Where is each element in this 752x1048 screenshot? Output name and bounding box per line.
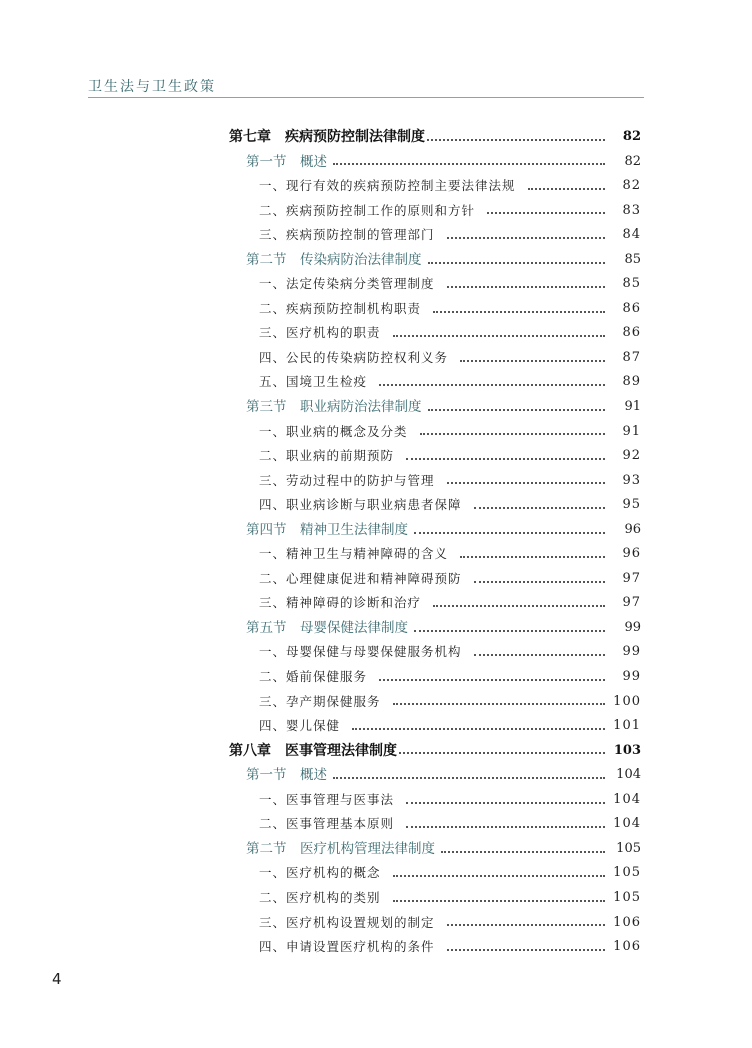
dot-leader: [406, 825, 605, 828]
toc-entry-title: 第八章 医事管理法律制度: [229, 742, 397, 759]
dot-leader: [433, 310, 605, 313]
toc-page-number: 101: [613, 718, 641, 734]
toc-entry-title: 三、劳动过程中的防护与管理: [259, 472, 435, 488]
toc-item[interactable]: [0, 886, 752, 911]
toc-section[interactable]: [0, 150, 752, 175]
running-head: 卫生法与卫生政策: [88, 79, 216, 95]
toc-entry-title: 三、医疗机构的职责: [259, 325, 381, 341]
toc-entry-title: 二、心理健康促进和精神障碍预防: [259, 570, 462, 586]
toc-entry-title: 四、申请设置医疗机构的条件: [259, 939, 435, 955]
dot-leader: [393, 874, 605, 877]
toc-item[interactable]: [0, 861, 752, 886]
toc-entry-title: 第二节 医疗机构管理法律制度: [246, 840, 435, 857]
toc-entry-title: 三、医疗机构设置规划的制定: [259, 914, 435, 930]
dot-leader: [379, 383, 605, 386]
dot-leader: [487, 211, 605, 214]
dot-leader: [399, 751, 605, 754]
toc-entry-title: 一、医疗机构的概念: [259, 865, 381, 881]
toc-chapter[interactable]: [0, 739, 752, 764]
toc-section[interactable]: [0, 616, 752, 641]
toc-item[interactable]: [0, 370, 752, 395]
toc-entry-title: 三、疾病预防控制的管理部门: [259, 227, 435, 243]
toc-item[interactable]: [0, 444, 752, 469]
toc-entry-title: 三、精神障碍的诊断和治疗: [259, 595, 422, 611]
toc-page-number: 85: [624, 251, 641, 267]
toc-entry-title: 二、医疗机构的类别: [259, 889, 381, 905]
toc-page-number: 87: [622, 349, 641, 365]
toc-page-number: 106: [613, 914, 641, 930]
toc-page-number: 91: [624, 399, 641, 415]
toc-page-number: 82: [624, 153, 641, 169]
toc-entry-title: 二、疾病预防控制机构职责: [259, 300, 422, 316]
toc-page-number: 97: [622, 570, 641, 586]
toc-entry-title: 一、母婴保健与母婴保健服务机构: [259, 644, 462, 660]
header-rule: [88, 97, 644, 98]
toc-item[interactable]: [0, 297, 752, 322]
toc-item[interactable]: [0, 346, 752, 371]
toc-page-number: 99: [622, 644, 641, 660]
dot-leader: [441, 850, 605, 853]
toc-page-number: 104: [613, 816, 641, 832]
toc-page-number: 84: [622, 227, 641, 243]
dot-leader: [447, 285, 605, 288]
toc-item[interactable]: [0, 174, 752, 199]
toc-page-number: 86: [622, 300, 641, 316]
dot-leader: [406, 457, 605, 460]
toc-entry-title: 四、职业病诊断与职业病患者保障: [259, 497, 462, 513]
dot-leader: [474, 653, 605, 656]
toc-item[interactable]: [0, 420, 752, 445]
toc-entry-title: 一、医事管理与医事法: [259, 791, 395, 807]
toc-section[interactable]: [0, 248, 752, 273]
toc-item[interactable]: [0, 812, 752, 837]
dot-leader: [379, 678, 605, 681]
toc-page-number: 105: [613, 889, 641, 905]
toc-item[interactable]: [0, 640, 752, 665]
toc-page-number: 86: [622, 325, 641, 341]
toc-item[interactable]: [0, 690, 752, 715]
toc-item[interactable]: [0, 223, 752, 248]
toc-page-number: 105: [616, 840, 641, 856]
toc-entry-title: 第七章 疾病预防控制法律制度: [229, 129, 425, 145]
toc-item[interactable]: [0, 935, 752, 960]
toc-entry-title: 二、医事管理基本原则: [259, 816, 395, 832]
toc-item[interactable]: [0, 493, 752, 518]
toc-section[interactable]: [0, 518, 752, 543]
toc-item[interactable]: [0, 567, 752, 592]
table-of-contents: [0, 125, 752, 960]
dot-leader: [406, 801, 605, 804]
toc-page-number: 103: [613, 742, 641, 758]
toc-page-number: 95: [622, 497, 641, 513]
toc-item[interactable]: [0, 591, 752, 616]
dot-leader: [393, 334, 605, 337]
toc-page-number: 97: [622, 595, 641, 611]
toc-entry-title: 第二节 传染病防治法律制度: [246, 251, 422, 268]
toc-entry-title: 第一节 概述: [246, 153, 327, 170]
toc-chapter[interactable]: [0, 125, 752, 150]
toc-page-number: 105: [613, 865, 641, 881]
toc-entry-title: 二、疾病预防控制工作的原则和方针: [259, 202, 476, 218]
toc-entry-title: 第三节 职业病防治法律制度: [246, 399, 422, 416]
toc-entry-title: 第四节 精神卫生法律制度: [246, 521, 408, 538]
toc-entry-title: 第一节 概述: [246, 767, 327, 784]
toc-page-number: 99: [622, 669, 641, 685]
toc-entry-title: 一、职业病的概念及分类: [259, 423, 408, 439]
toc-section[interactable]: [0, 837, 752, 862]
dot-leader: [333, 162, 605, 165]
toc-section[interactable]: [0, 763, 752, 788]
toc-item[interactable]: [0, 714, 752, 739]
toc-page-number: 106: [613, 939, 641, 955]
toc-entry-title: 一、法定传染病分类管理制度: [259, 276, 435, 292]
toc-item[interactable]: [0, 911, 752, 936]
dot-leader: [433, 604, 605, 607]
dot-leader: [447, 481, 605, 484]
toc-page-number: 96: [622, 546, 641, 562]
toc-page-number: 83: [622, 202, 641, 218]
toc-entry-title: 四、公民的传染病防控权利义务: [259, 349, 449, 365]
toc-entry-title: 二、婚前保健服务: [259, 669, 368, 685]
toc-item[interactable]: [0, 469, 752, 494]
dot-leader: [352, 727, 605, 730]
toc-page-number: 104: [613, 791, 641, 807]
dot-leader: [447, 923, 605, 926]
dot-leader: [428, 261, 606, 264]
dot-leader: [428, 408, 606, 411]
dot-leader: [474, 580, 605, 583]
toc-section[interactable]: [0, 395, 752, 420]
toc-page-number: 92: [622, 448, 641, 464]
toc-item[interactable]: [0, 321, 752, 346]
dot-leader: [427, 138, 605, 141]
toc-item[interactable]: [0, 542, 752, 567]
dot-leader: [474, 506, 605, 509]
toc-page-number: 85: [622, 276, 641, 292]
toc-item[interactable]: [0, 272, 752, 297]
toc-entry-title: 一、现行有效的疾病预防控制主要法律法规: [259, 178, 516, 194]
toc-entry-title: 五、国境卫生检疫: [259, 374, 368, 390]
toc-page-number: 93: [622, 472, 641, 488]
toc-page-number: 89: [622, 374, 641, 390]
dot-leader: [528, 187, 605, 190]
toc-page-number: 99: [624, 619, 641, 635]
dot-leader: [460, 555, 605, 558]
toc-page-number: 82: [622, 178, 641, 194]
toc-item[interactable]: [0, 665, 752, 690]
dot-leader: [393, 702, 605, 705]
toc-page-number: 91: [622, 423, 641, 439]
toc-entry-title: 四、婴儿保健: [259, 718, 341, 734]
toc-page-number: 104: [616, 767, 641, 783]
toc-page-number: 100: [613, 693, 641, 709]
toc-item[interactable]: [0, 788, 752, 813]
dot-leader: [393, 899, 605, 902]
dot-leader: [420, 432, 605, 435]
toc-page-number: 96: [624, 521, 641, 537]
toc-entry-title: 二、职业病的前期预防: [259, 448, 395, 464]
dot-leader: [460, 359, 605, 362]
dot-leader: [333, 776, 605, 779]
toc-entry-title: 三、孕产期保健服务: [259, 693, 381, 709]
toc-entry-title: 一、精神卫生与精神障碍的含义: [259, 546, 449, 562]
page-number: 4: [52, 970, 62, 988]
toc-entry-title: 第五节 母婴保健法律制度: [246, 619, 408, 636]
dot-leader: [447, 236, 605, 239]
toc-item[interactable]: [0, 199, 752, 224]
dot-leader: [447, 948, 605, 951]
toc-page-number: 82: [622, 129, 641, 144]
dot-leader: [414, 531, 605, 534]
dot-leader: [414, 629, 605, 632]
